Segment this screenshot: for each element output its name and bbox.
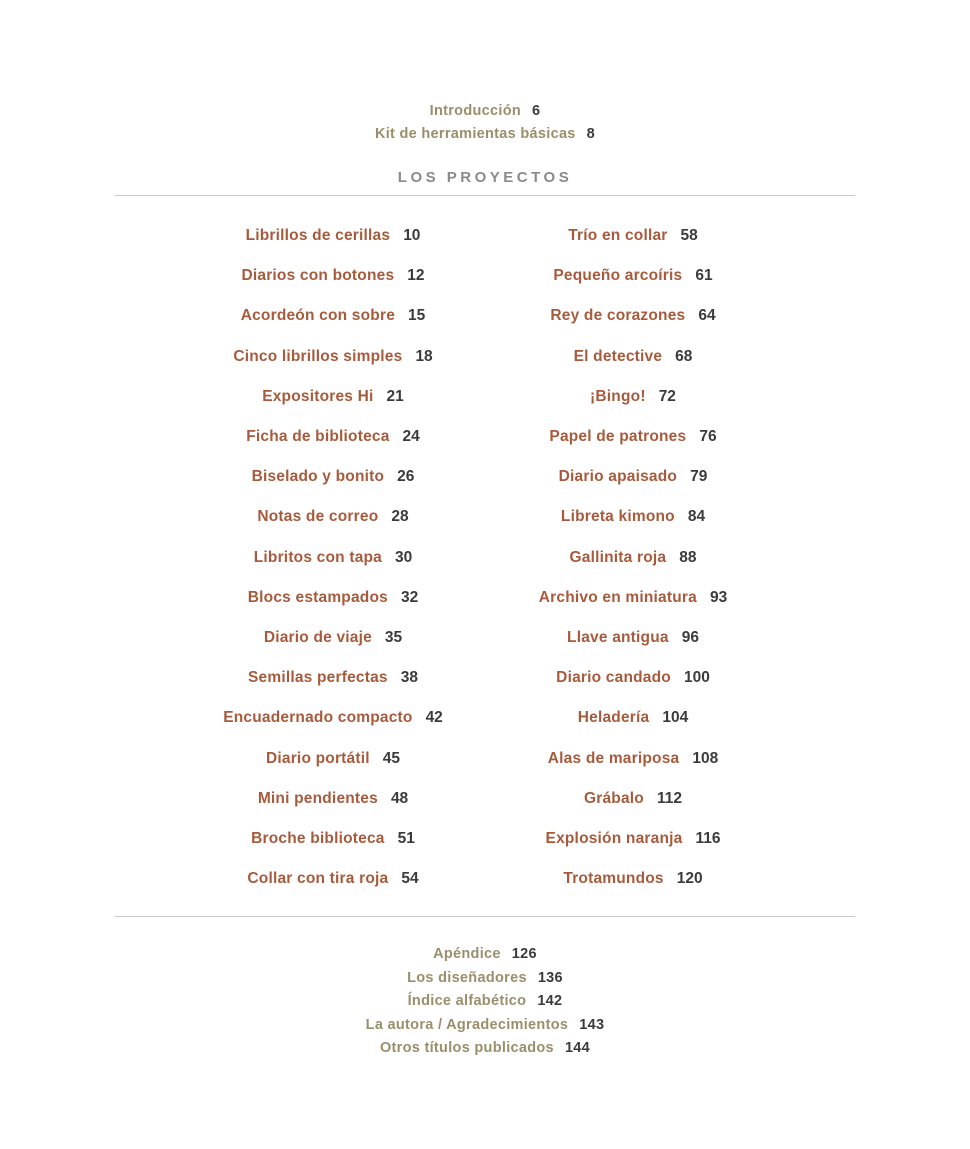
- projects-column-left: [183, 216, 483, 899]
- toc-entry: [183, 497, 483, 537]
- project-title: Cinco librillos simples: [233, 347, 403, 365]
- project-title: Libreta kimono: [560, 508, 675, 526]
- toc-entry: [483, 779, 783, 819]
- project-page-number: 28: [391, 508, 409, 526]
- project-page-number: 104: [662, 709, 689, 727]
- project-page-number: 88: [679, 548, 697, 566]
- project-title: Pequeño arcoíris: [553, 267, 683, 285]
- project-title: Expositores Hi: [262, 387, 374, 405]
- project-page-number: 108: [692, 749, 719, 767]
- toc-entry: [183, 578, 483, 618]
- chapter-title: Otros títulos publicados: [379, 1040, 554, 1056]
- toc-entry: [483, 738, 783, 778]
- project-page-number: 32: [400, 588, 419, 606]
- project-title: Explosión naranja: [545, 829, 683, 847]
- toc-entry: [0, 990, 970, 1014]
- toc-entry: [483, 296, 783, 336]
- toc-entry: [0, 1014, 970, 1038]
- project-page-number: 100: [683, 669, 710, 687]
- project-page-number: 21: [386, 387, 404, 405]
- project-title: Diarios con botones: [241, 267, 395, 285]
- project-title: Librillos de cerillas: [245, 227, 391, 245]
- chapter-title: La autora / Agradecimientos: [365, 1016, 569, 1033]
- project-page-number: 79: [690, 468, 708, 486]
- project-page-number: 84: [687, 508, 706, 526]
- project-title: El detective: [573, 347, 663, 365]
- chapter-page-number: 136: [537, 969, 563, 986]
- toc-entry: [183, 417, 483, 457]
- toc-entry: [0, 123, 970, 146]
- toc-entry: [183, 658, 483, 698]
- project-page-number: 72: [658, 387, 676, 405]
- project-page-number: 38: [400, 669, 418, 687]
- toc-entry: [0, 967, 970, 991]
- front-matter: [0, 100, 970, 146]
- toc-entry: [483, 337, 783, 377]
- project-title: Semillas perfectas: [248, 669, 388, 687]
- toc-entry: [183, 457, 483, 497]
- divider-top: [115, 195, 855, 196]
- project-title: Gallinita roja: [569, 548, 667, 566]
- project-title: Encuadernado compacto: [223, 709, 413, 727]
- project-page-number: 96: [681, 628, 699, 646]
- project-page-number: 54: [401, 870, 419, 888]
- project-title: Diario candado: [556, 669, 671, 687]
- project-title: Archivo en miniatura: [538, 588, 697, 606]
- project-page-number: 64: [698, 307, 716, 325]
- chapter-title: Índice alfabético: [407, 993, 527, 1009]
- toc-entry: [483, 859, 783, 899]
- toc-entry: [183, 256, 483, 296]
- toc-entry: [483, 538, 783, 578]
- project-title: Heladería: [577, 709, 650, 727]
- project-title: Notas de correo: [257, 508, 379, 526]
- project-title: Alas de mariposa: [547, 749, 680, 767]
- project-title: Collar con tira roja: [247, 870, 389, 888]
- project-page-number: 30: [395, 548, 413, 566]
- projects-list: [183, 216, 783, 899]
- project-page-number: 26: [397, 468, 415, 486]
- toc-entry: [483, 497, 783, 537]
- chapter-page-number: 126: [511, 946, 537, 962]
- toc-entry: [183, 698, 483, 738]
- project-title: Llave antigua: [567, 628, 669, 646]
- project-page-number: 18: [415, 347, 433, 365]
- project-page-number: 12: [407, 267, 425, 285]
- toc-entry: [483, 618, 783, 658]
- toc-entry: [183, 216, 483, 256]
- project-title: Blocs estampados: [247, 588, 388, 606]
- project-title: Broche biblioteca: [251, 829, 385, 847]
- project-page-number: 112: [656, 789, 682, 807]
- chapter-page-number: 142: [537, 993, 563, 1009]
- chapter-page-number: 144: [564, 1040, 591, 1056]
- chapter-page-number: 143: [579, 1016, 605, 1033]
- chapter-title: Introducción: [429, 103, 522, 119]
- project-page-number: 45: [382, 749, 400, 767]
- toc-entry: [483, 698, 783, 738]
- toc-entry: [183, 377, 483, 417]
- project-title: Biselado y bonito: [251, 468, 385, 486]
- toc-entry: [483, 216, 783, 256]
- toc-entry: [183, 859, 483, 899]
- project-page-number: 76: [699, 428, 717, 446]
- project-page-number: 48: [390, 789, 409, 807]
- project-title: Diario portátil: [265, 749, 370, 767]
- project-title: Trío en collar: [568, 227, 668, 245]
- project-page-number: 116: [695, 829, 721, 847]
- project-title: Grábalo: [584, 789, 644, 807]
- project-page-number: 51: [397, 829, 415, 847]
- projects-column-right: [483, 216, 783, 899]
- project-title: Trotamundos: [563, 870, 664, 888]
- toc-entry: [183, 779, 483, 819]
- chapter-title: Los diseñadores: [407, 969, 527, 986]
- project-page-number: 120: [676, 870, 703, 888]
- project-page-number: 68: [675, 347, 693, 365]
- toc-entry: [183, 337, 483, 377]
- toc-entry: [0, 943, 970, 967]
- project-title: Rey de corazones: [550, 307, 686, 325]
- project-title: Diario de viaje: [263, 628, 372, 646]
- project-title: Papel de patrones: [549, 428, 687, 446]
- toc-entry: [483, 658, 783, 698]
- project-page-number: 35: [384, 628, 403, 646]
- toc-entry: [483, 256, 783, 296]
- project-page-number: 24: [402, 428, 420, 446]
- toc-entry: [183, 819, 483, 859]
- project-title: Mini pendientes: [257, 789, 378, 807]
- project-page-number: 58: [680, 227, 698, 245]
- chapter-page-number: 8: [586, 126, 596, 142]
- project-title: ¡Bingo!: [590, 387, 646, 405]
- project-page-number: 15: [408, 307, 426, 325]
- toc-entry: [183, 296, 483, 336]
- back-matter: [0, 943, 970, 1061]
- chapter-title: Kit de herramientas básicas: [374, 126, 576, 142]
- divider-bottom: [115, 916, 855, 917]
- toc-entry: [483, 377, 783, 417]
- project-title: Ficha de biblioteca: [246, 428, 390, 446]
- project-title: Acordeón con sobre: [240, 307, 396, 325]
- chapter-page-number: 6: [532, 103, 541, 119]
- project-title: Diario apaisado: [558, 468, 678, 486]
- toc-entry: [183, 538, 483, 578]
- project-page-number: 61: [695, 267, 713, 285]
- toc-entry: [483, 578, 783, 618]
- toc-entry: [483, 457, 783, 497]
- project-page-number: 42: [425, 709, 443, 727]
- project-page-number: 10: [403, 227, 421, 245]
- toc-entry: [483, 417, 783, 457]
- toc-entry: [183, 738, 483, 778]
- chapter-title: Apéndice: [433, 946, 501, 962]
- project-page-number: 93: [709, 588, 728, 606]
- toc-entry: [183, 618, 483, 658]
- toc-entry: [0, 1037, 970, 1061]
- toc-entry: [0, 100, 970, 123]
- project-title: Libritos con tapa: [253, 548, 383, 566]
- toc-entry: [483, 819, 783, 859]
- section-title: LOS PROYECTOS: [397, 169, 573, 186]
